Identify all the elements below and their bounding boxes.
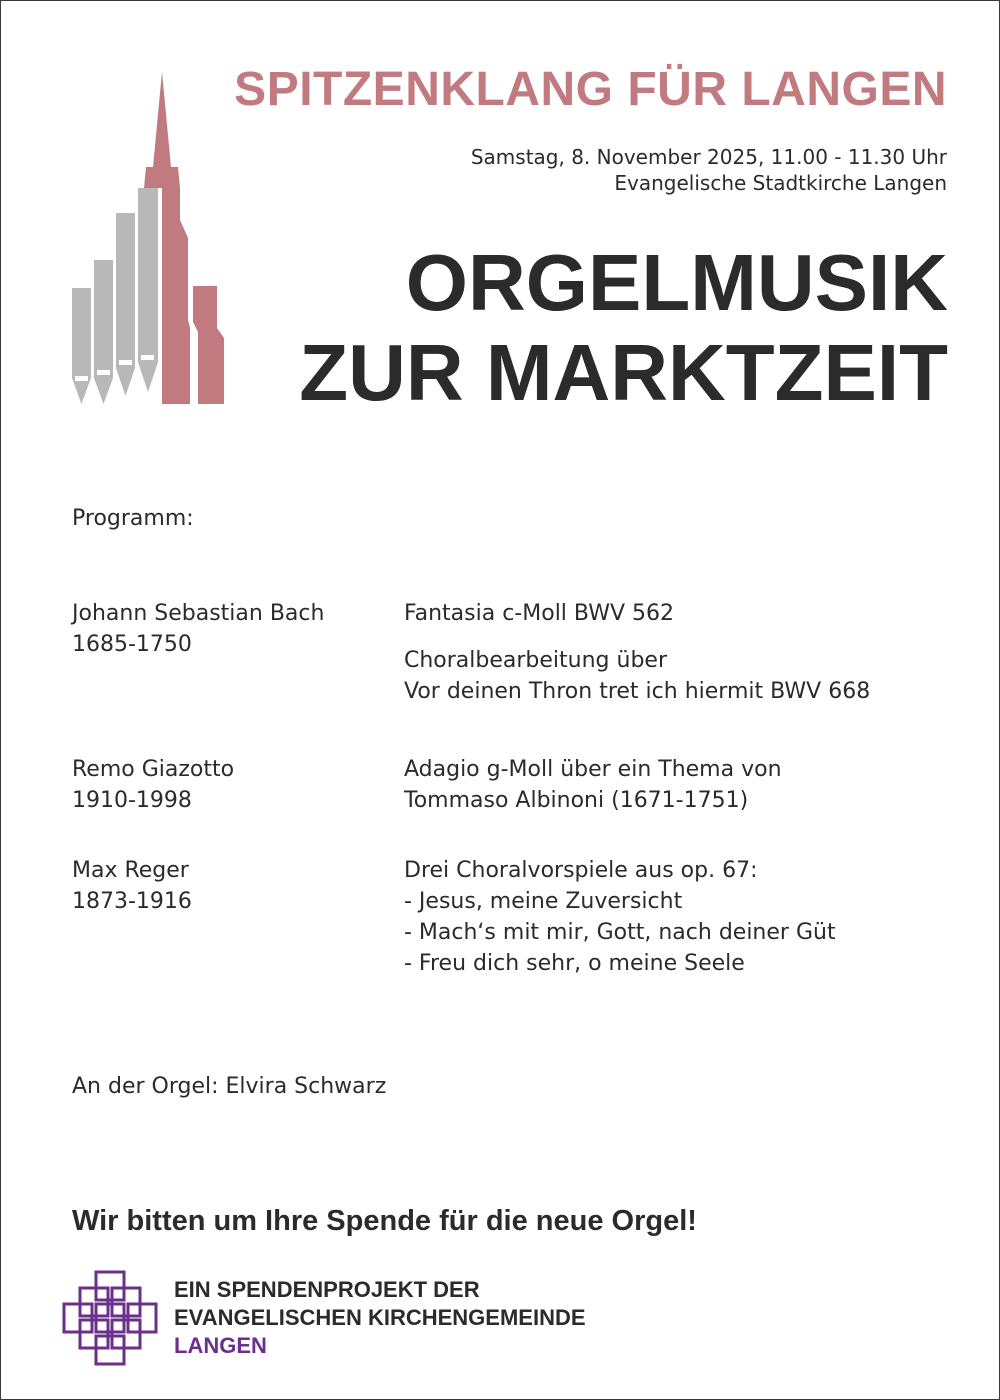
work-line: Vor deinen Thron tret ich hiermit BWV 668 [404,679,871,704]
event-venue: Evangelische Stadtkirche Langen [614,171,947,195]
work-line: Adagio g-Moll über ein Thema von [404,757,782,782]
donation-appeal: Wir bitten um Ihre Spende für die neue Orgel! [72,1205,697,1237]
footer-text [174,1276,586,1360]
footer-line1: EIN SPENDENPROJEKT DER [174,1277,480,1302]
composer-name: Remo Giazotto [72,757,235,782]
event-date: Samstag, 8. November 2025, 11.00 - 11.30 Uhr [470,145,947,169]
work-item [404,598,964,629]
composer [72,855,392,917]
work-item [404,855,964,979]
work-line: Fantasia c-Moll BWV 562 [404,601,675,626]
event-info [471,144,947,196]
composer-years: 1873-1916 [72,889,192,914]
main-title-line1: ORGELMUSIK [405,238,948,327]
program-label: Programm: [72,506,194,531]
header-title: SPITZENKLANG FÜR LANGEN [234,63,947,116]
work-line: Tommaso Albinoni (1671-1751) [404,788,749,813]
work-line: Choralbearbeitung über [404,648,668,673]
purple-cross-icon [62,1270,158,1366]
footer-line3: LANGEN [174,1333,267,1358]
composer-name: Johann Sebastian Bach [72,601,325,626]
composer-years: 1685-1750 [72,632,192,657]
composer [72,754,392,816]
footer-line2: EVANGELISCHEN KIRCHENGEMEINDE [174,1305,586,1330]
works-list [404,754,964,816]
composer-years: 1910-1998 [72,788,192,813]
main-title [299,238,948,418]
composer-name: Max Reger [72,858,189,883]
work-line: - Jesus, meine Zuversicht [404,889,683,914]
work-line: - Mach‘s mit mir, Gott, nach deiner Güt [404,920,836,945]
composer [72,598,392,660]
work-line: - Freu dich sehr, o meine Seele [404,951,745,976]
works-list [404,855,964,979]
work-item [404,754,964,816]
work-item [404,645,964,707]
organist-credit: An der Orgel: Elvira Schwarz [72,1074,387,1099]
main-title-line2: ZUR MARKTZEIT [299,328,948,417]
works-list [404,598,964,707]
organ-church-tower-icon [66,70,232,410]
work-line: Drei Choralvorspiele aus op. 67: [404,858,758,883]
